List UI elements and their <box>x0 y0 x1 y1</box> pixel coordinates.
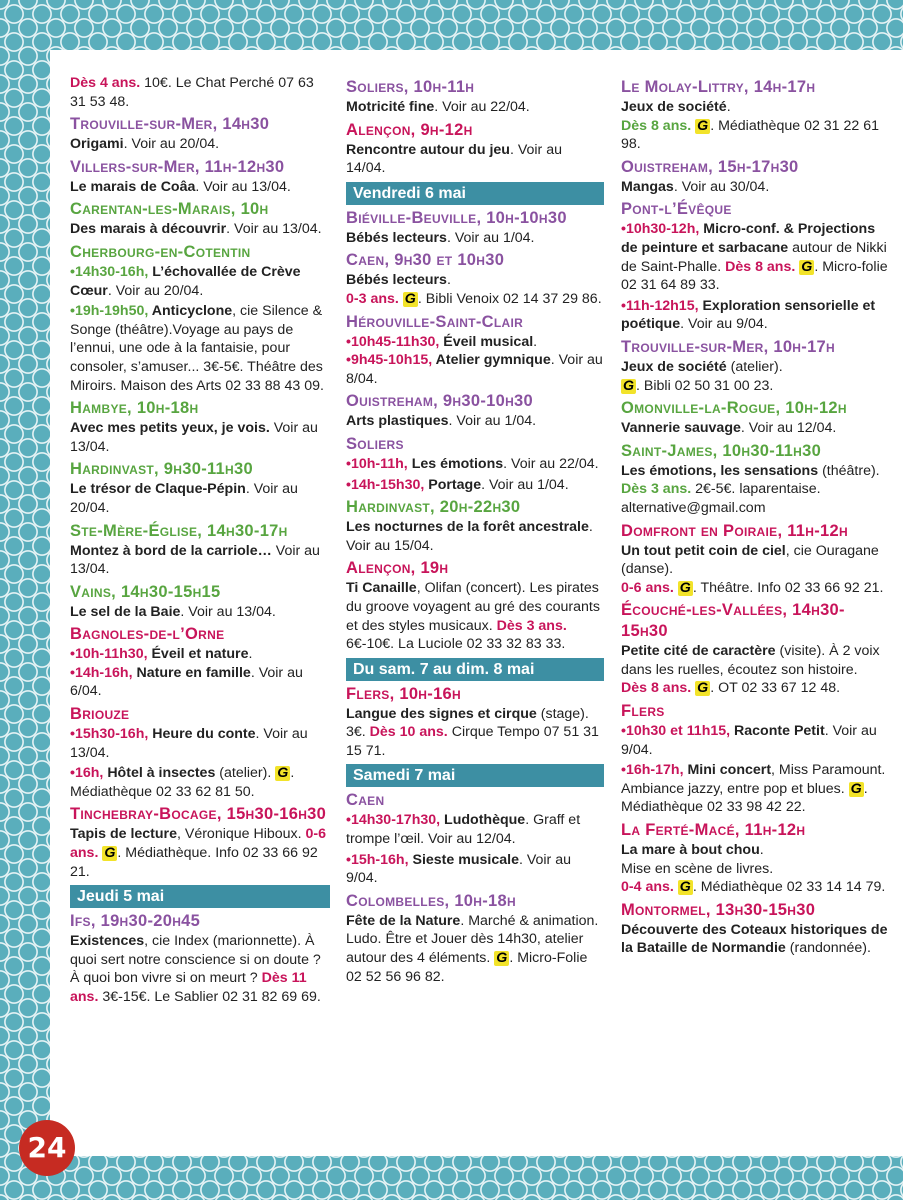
event-text: autour de Nikki de Saint-Phalle. <box>621 239 887 275</box>
gratuit-badge: G <box>496 950 508 967</box>
event-description <box>621 542 891 598</box>
event-title: Un tout petit coin de ciel <box>621 542 786 559</box>
event-text: . Voir au 15/04. <box>346 519 593 554</box>
column-2 <box>346 74 604 988</box>
event-time: •16h-17h, <box>621 762 688 779</box>
event-heading: Écouché-les-Vallées, 14h30-15h30 <box>621 601 845 641</box>
event-heading: Omonville-la-Rogue, 10h-12h <box>621 399 847 418</box>
event-description <box>70 135 330 154</box>
event-title: Sieste musicale <box>412 851 519 868</box>
gratuit-badge: G <box>697 680 709 697</box>
event-text: (théâtre). <box>818 462 880 479</box>
event-time: •11h-12h15, <box>621 297 703 314</box>
event-text: Voir au 13/04. <box>70 542 320 578</box>
event-title: Les émotions, les sensations <box>621 462 819 479</box>
event-time: •15h30-16h, <box>70 726 153 743</box>
age-tag: 0-6 ans. <box>621 579 674 596</box>
event-description <box>70 419 330 456</box>
event-title: Tapis de lecture <box>70 826 177 843</box>
event-text: . Voir au 6/04. <box>70 664 303 700</box>
event-description <box>70 74 330 111</box>
event-title: Éveil musical <box>443 333 534 350</box>
event-text: . Voir au 20/04. <box>107 282 204 299</box>
event-description <box>70 220 330 239</box>
event-heading: Alençon, 9h-12h <box>346 120 473 139</box>
event-text: 2€-5€. laparentaise. alternative@gmail.com <box>621 481 821 516</box>
event-description <box>346 271 604 308</box>
column-1 <box>70 74 330 1009</box>
event-text: , Miss Paramount. Ambiance jazzy, entre pop et blues. <box>621 762 886 797</box>
event-text: . Voir au 20/04. <box>123 136 220 153</box>
event-heading: Flers <box>621 702 665 721</box>
event-title: Jeux de société <box>621 358 727 375</box>
gratuit-badge: G <box>404 290 416 307</box>
gratuit-badge: G <box>623 377 635 394</box>
event-text: . Voir au 12/04. <box>740 420 837 437</box>
event-heading: Pont-l’Évêque <box>621 200 732 219</box>
event-heading: Briouze <box>70 705 130 724</box>
event-time: •10h30 et 11h15, <box>621 723 735 740</box>
event-description <box>346 476 604 495</box>
age-tag: Dès 8 ans. <box>621 117 692 134</box>
event-heading: Saint-James, 10h30-11h30 <box>621 441 822 460</box>
event-title: Micro-conf. & Projections de peinture et sarbacane <box>621 221 876 256</box>
event-heading: Hambye, 10h-18h <box>70 399 199 418</box>
gratuit-badge: G <box>679 579 691 596</box>
event-title: Existences <box>70 933 145 950</box>
event-heading: Bagnoles-de-l’Orne <box>70 625 225 644</box>
event-title: Le marais de Coâa <box>70 178 196 195</box>
age-tag: Dès 4 ans. <box>70 75 141 91</box>
event-text: . Graff et trompe l’œil. Voir au 12/04. <box>346 812 581 848</box>
event-title: Avec mes petits yeux, je vois. <box>70 420 270 437</box>
event-text: . Voir au 9/04. <box>680 316 768 333</box>
event-description <box>621 98 891 154</box>
event-title: Origami <box>70 136 124 153</box>
event-text: , cie Silence & Songe (théâtre).Voyage au pays de l’ennui, une ode à la fantaisie, pour consoler, s’amuser... 3€-5€. Théâtre des Miroirs. Maison des Arts 02 33 88 43 09. <box>70 303 324 394</box>
event-description <box>346 455 604 474</box>
event-text: . Voir au 9/04. <box>621 723 877 758</box>
event-title: Ludothèque <box>444 812 526 829</box>
event-text: . Voir au 22/04. <box>434 99 530 115</box>
event-text: . Voir au 13/04. <box>70 726 308 761</box>
event-text: . <box>533 333 538 350</box>
event-text: . Bibli 02 50 31 00 23. <box>636 377 774 394</box>
event-title: Mangas <box>621 178 674 195</box>
event-title: Anticyclone <box>151 303 233 320</box>
event-text: . Voir au 14/04. <box>346 141 563 177</box>
event-time: •10h-11h, <box>346 455 412 472</box>
event-description <box>621 220 891 294</box>
event-title: Jeux de société <box>621 99 727 115</box>
event-heading: Caen <box>346 791 385 810</box>
age-tag: 0-4 ans. <box>621 879 674 896</box>
event-description <box>621 761 891 817</box>
event-title: Atelier gymnique <box>435 352 551 369</box>
event-description <box>70 603 330 622</box>
event-text: . <box>446 272 451 289</box>
event-description <box>346 705 604 761</box>
event-heading: La Ferté-Macé, 11h-12h <box>621 821 806 840</box>
event-description <box>346 579 604 653</box>
event-heading: Ouistreham, 15h-17h30 <box>621 157 799 176</box>
event-heading: Ste-Mère-Église, 14h30-17h <box>70 521 288 540</box>
event-title: Arts plastiques <box>346 413 449 430</box>
gratuit-badge: G <box>277 765 289 782</box>
event-heading: Villers-sur-Mer, 11h-12h30 <box>70 157 285 176</box>
event-title: Vannerie sauvage <box>621 420 741 437</box>
event-time: •9h45-10h15, <box>346 352 436 369</box>
event-heading: Biéville-Beuville, 10h-10h30 <box>346 208 567 227</box>
event-heading: Carentan-les-Marais, 10h <box>70 200 269 219</box>
event-description <box>346 851 604 888</box>
page-number: 24 <box>19 1120 75 1176</box>
event-text: (randonnée). <box>785 940 871 957</box>
event-time: •10h30-12h, <box>621 221 704 238</box>
event-description <box>70 263 330 300</box>
event-time: •10h-11h30, <box>70 646 152 663</box>
event-heading: Alençon, 19h <box>346 559 449 578</box>
event-text: . Micro-Folie 02 52 56 96 82. <box>346 950 588 985</box>
event-text: . Voir au 13/04. <box>195 178 291 195</box>
event-description <box>346 412 604 431</box>
event-description <box>621 462 891 518</box>
event-description <box>70 302 330 395</box>
event-time: •15h-16h, <box>346 851 413 868</box>
event-heading: Caen, 9h30 et 10h30 <box>346 251 505 270</box>
event-heading: Colombelles, 10h-18h <box>346 891 516 910</box>
event-heading: Ifs, 19h30-20h45 <box>70 912 201 931</box>
age-tag: Dès 10 ans. <box>369 724 448 741</box>
event-text: . Voir au 8/04. <box>346 352 603 387</box>
event-text: , Véronique Hiboux. <box>176 826 306 843</box>
event-description <box>621 358 891 395</box>
event-text: . Marché & animation. Ludo. Être et Jouer dès 14h30, atelier autour des 4 éléments. <box>346 912 599 967</box>
event-title: Mini concert <box>687 762 772 779</box>
event-heading: Hérouville-Saint-Clair <box>346 312 524 331</box>
event-text: (atelier). <box>726 358 783 375</box>
event-title: La mare à bout chou <box>621 842 760 859</box>
event-text: Voir au 13/04. <box>70 420 318 455</box>
event-title: Portage <box>428 476 482 493</box>
column-3 <box>621 74 891 960</box>
event-text: . Bibli Venoix 02 14 37 29 86. <box>417 290 602 307</box>
event-description <box>70 178 330 197</box>
event-description <box>346 141 604 178</box>
event-title: Des marais à découvrir <box>70 221 227 238</box>
event-text: , cie Ouragane (danse). <box>621 542 879 578</box>
event-time: •14h-15h30, <box>346 476 429 493</box>
date-band: Jeudi 5 mai <box>70 885 330 908</box>
event-title: Motricité fine <box>346 99 435 115</box>
age-tag: 0-3 ans. <box>346 290 399 307</box>
event-description <box>621 642 891 698</box>
event-text: . OT 02 33 67 12 48. <box>710 680 841 697</box>
event-description <box>70 725 330 762</box>
event-title: L’échovallée de Crève Cœur <box>70 263 301 299</box>
event-title: Petite cité de caractère <box>621 643 776 660</box>
event-text: . Voir au 30/04. <box>673 178 770 195</box>
gratuit-badge: G <box>104 845 116 862</box>
event-title: Hôtel à insectes <box>107 765 216 782</box>
event-description <box>346 333 604 389</box>
event-title: Montez à bord de la carriole… <box>70 542 272 559</box>
event-time: •14h-16h, <box>70 664 137 681</box>
event-text: . Médiathèque 02 31 22 61 98. <box>621 117 880 153</box>
event-text: . Médiathèque. Info 02 33 66 92 21. <box>70 845 318 880</box>
event-heading: Le Molay-Littry, 14h-17h <box>621 78 816 96</box>
event-description <box>621 419 891 438</box>
event-heading: Domfront en Poiraie, 11h-12h <box>621 521 848 540</box>
event-description <box>621 178 891 197</box>
event-text: (atelier). <box>215 765 276 782</box>
event-text: . Voir au 1/04. <box>481 476 569 493</box>
event-description <box>70 645 330 701</box>
event-text: 3€-15€. Le Sablier 02 31 82 69 69. <box>98 989 321 1005</box>
event-title: Raconte Petit <box>734 723 825 740</box>
age-tag: Dès 3 ans. <box>621 481 692 498</box>
event-description <box>70 542 330 579</box>
event-text: . Voir au 13/04. <box>180 603 276 620</box>
event-time: •16h, <box>70 765 108 782</box>
event-text: . Voir au 13/04. <box>226 221 322 238</box>
event-description <box>621 841 891 897</box>
age-tag: Dès 11 ans. <box>70 970 307 1005</box>
event-time: •10h45-11h30, <box>346 333 444 350</box>
event-text: Cirque Tempo 07 51 31 15 71. <box>346 724 599 759</box>
event-title: Bébés lecteurs <box>346 272 447 289</box>
event-title: Éveil et nature <box>151 646 249 663</box>
event-title: Les émotions <box>411 455 504 472</box>
event-title: Langue des signes et cirque <box>346 705 537 722</box>
event-heading: Soliers, 10h-11h <box>346 78 475 96</box>
event-text: (stage). 3€. <box>346 705 589 741</box>
age-tag: 0-6 ans. <box>70 826 327 862</box>
event-description <box>346 98 604 117</box>
event-text: . <box>759 842 764 859</box>
date-band: Vendredi 6 mai <box>346 182 604 205</box>
event-text: . Micro-folie 02 31 64 89 33. <box>621 258 888 294</box>
event-description <box>346 912 604 986</box>
event-text: . Voir au 1/04. <box>448 413 537 430</box>
event-title: Ti Canaille <box>346 580 417 597</box>
event-text: . <box>726 99 731 115</box>
page-content <box>50 50 903 1156</box>
event-description <box>70 764 330 801</box>
date-band: Du sam. 7 au dim. 8 mai <box>346 658 604 681</box>
event-heading: Flers, 10h-16h <box>346 684 461 703</box>
event-description <box>70 825 330 881</box>
event-text: . Voir au 22/04. <box>503 455 599 472</box>
event-title: Rencontre autour du jeu <box>346 141 510 158</box>
gratuit-badge: G <box>801 258 813 275</box>
event-title: Exploration sensorielle et poétique <box>621 297 876 333</box>
event-heading: Ouistreham, 9h30-10h30 <box>346 392 533 411</box>
gratuit-badge: G <box>850 780 862 797</box>
age-tag: Dès 8 ans. <box>725 258 796 275</box>
event-text: (visite). À 2 voix dans les ruelles, écoutez son histoire. <box>621 643 880 678</box>
event-description <box>346 229 604 248</box>
event-description <box>70 480 330 517</box>
event-heading: Montormel, 13h30-15h30 <box>621 900 816 919</box>
event-text: . Voir au 1/04. <box>446 229 535 246</box>
event-time: •14h30-17h30, <box>346 812 445 829</box>
event-title: Découverte des Coteaux historiques de la Bataille de Normandie <box>621 921 888 957</box>
event-text: . <box>248 646 253 663</box>
event-title: Heure du conte <box>152 726 256 743</box>
event-heading: Hardinvast, 20h-22h30 <box>346 498 521 517</box>
event-heading: Vains, 14h30-15h15 <box>70 582 221 601</box>
event-heading: Hardinvast, 9h30-11h30 <box>70 460 253 479</box>
age-tag: Dès 3 ans. <box>496 617 567 634</box>
event-heading: Tinchebray-Bocage, 15h30-16h30 <box>70 805 327 824</box>
event-description <box>70 932 330 1006</box>
event-heading: Cherbourg-en-Cotentin <box>70 242 251 261</box>
event-text: . Médiathèque 02 33 14 14 79. <box>692 879 886 896</box>
gratuit-badge: G <box>697 117 709 134</box>
event-title: Fête de la Nature <box>346 912 461 929</box>
age-tag: Dès 8 ans. <box>621 680 692 697</box>
event-title: Le sel de la Baie <box>70 603 181 620</box>
event-title: Bébés lecteurs <box>346 229 447 246</box>
event-text: , Olifan (concert). Les pirates du groove voyagent au gré des courants et des styles musicaux. <box>346 580 600 634</box>
event-time: •19h-19h50, <box>70 303 152 320</box>
event-title: Les nocturnes de la forêt ancestrale <box>346 519 589 536</box>
event-time: •14h30-16h, <box>70 263 153 280</box>
event-text: . Théâtre. Info 02 33 66 92 21. <box>692 579 884 596</box>
event-text: . Médiathèque 02 33 62 81 50. <box>70 765 295 800</box>
event-heading: Trouville-sur-Mer, 10h-17h <box>621 337 835 356</box>
event-text: 10€. Le Chat Perché 07 63 31 53 48. <box>70 75 314 110</box>
event-description <box>621 297 891 334</box>
event-text: , cie Index (marionnette). À quoi sert notre conscience si on doute ? À quoi bon vivre si on meurt ? <box>70 933 321 987</box>
gratuit-badge: G <box>679 879 691 896</box>
date-band: Samedi 7 mai <box>346 764 604 787</box>
event-text: . Voir au 9/04. <box>346 851 572 887</box>
event-description <box>621 921 891 958</box>
event-text: . Voir au 20/04. <box>70 481 298 516</box>
event-title: Le trésor de Claque-Pépin <box>70 481 246 498</box>
event-text: Mise en scène de livres. <box>621 860 774 877</box>
event-text: . Médiathèque 02 33 98 42 22. <box>621 780 868 816</box>
event-heading: Trouville-sur-Mer, 14h30 <box>70 115 270 134</box>
event-heading: Soliers <box>346 434 404 453</box>
event-description <box>621 722 891 759</box>
event-description <box>346 811 604 848</box>
event-text: 6€-10€. La Luciole 02 33 32 83 33. <box>346 636 566 653</box>
event-title: Nature en famille <box>136 664 251 681</box>
event-description <box>346 518 604 555</box>
